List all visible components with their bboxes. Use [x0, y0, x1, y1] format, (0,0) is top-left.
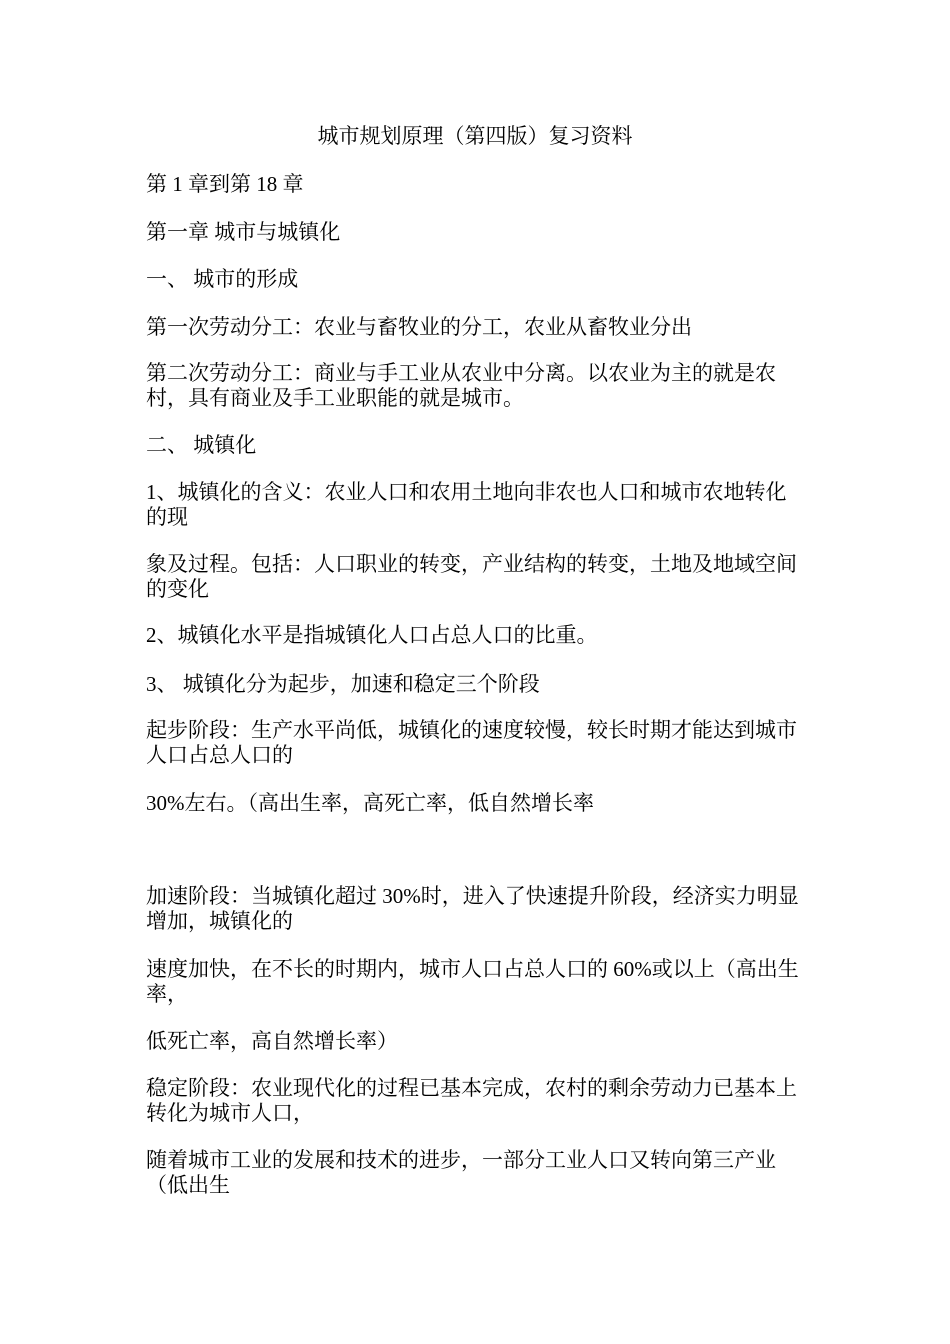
- paragraph-second-division-of-labor: 第二次劳动分工：商业与手工业从农业中分离。以农业为主的就是农村，具有商业及手工业职能的就是城市。: [146, 361, 776, 410]
- paragraph-stable-stage-cont: 随着城市工业的发展和技术的进步，一部分工业人口又转向第三产业（低出生: [146, 1148, 776, 1197]
- paragraph-initial-stage: 起步阶段：生产水平尚低，城镇化的速度较慢，较长时期才能达到城市人口占总人口的: [146, 718, 797, 767]
- section-heading-city-formation: 一、 城市的形成: [146, 267, 299, 291]
- paragraph-urbanization-definition: 1、城镇化的含义：农业人口和农用土地向非农也人口和城市农地转化的现: [146, 480, 787, 529]
- paragraph-urbanization-level: 2、城镇化水平是指城镇化人口占总人口的比重。: [146, 623, 598, 647]
- section-heading-urbanization: 二、 城镇化: [146, 433, 257, 457]
- paragraph-acceleration-stage-end: 低死亡率，高自然增长率）: [146, 1029, 398, 1053]
- paragraph-initial-stage-cont: 30%左右。（高出生率，高死亡率，低自然增长率: [146, 791, 594, 815]
- paragraph-acceleration-stage: 加速阶段：当城镇化超过 30%时，进入了快速提升阶段，经济实力明显增加，城镇化的: [146, 884, 799, 933]
- chapter-heading: 第一章 城市与城镇化: [146, 220, 341, 244]
- document-title: 城市规划原理（第四版）复习资料: [317, 124, 633, 148]
- paragraph-first-division-of-labor: 第一次劳动分工：农业与畜牧业的分工，农业从畜牧业分出: [146, 315, 692, 339]
- paragraph-urbanization-process: 象及过程。包括：人口职业的转变，产业结构的转变，土地及地域空间的变化: [146, 552, 797, 601]
- chapter-range: 第 1 章到第 18 章: [146, 172, 304, 196]
- paragraph-urbanization-stages: 3、 城镇化分为起步，加速和稳定三个阶段: [146, 672, 540, 696]
- paragraph-stable-stage: 稳定阶段：农业现代化的过程已基本完成，农村的剩余劳动力已基本上转化为城市人口，: [146, 1076, 797, 1125]
- paragraph-acceleration-stage-cont: 速度加快，在不长的时期内，城市人口占总人口的 60%或以上（高出生率，: [146, 957, 799, 1006]
